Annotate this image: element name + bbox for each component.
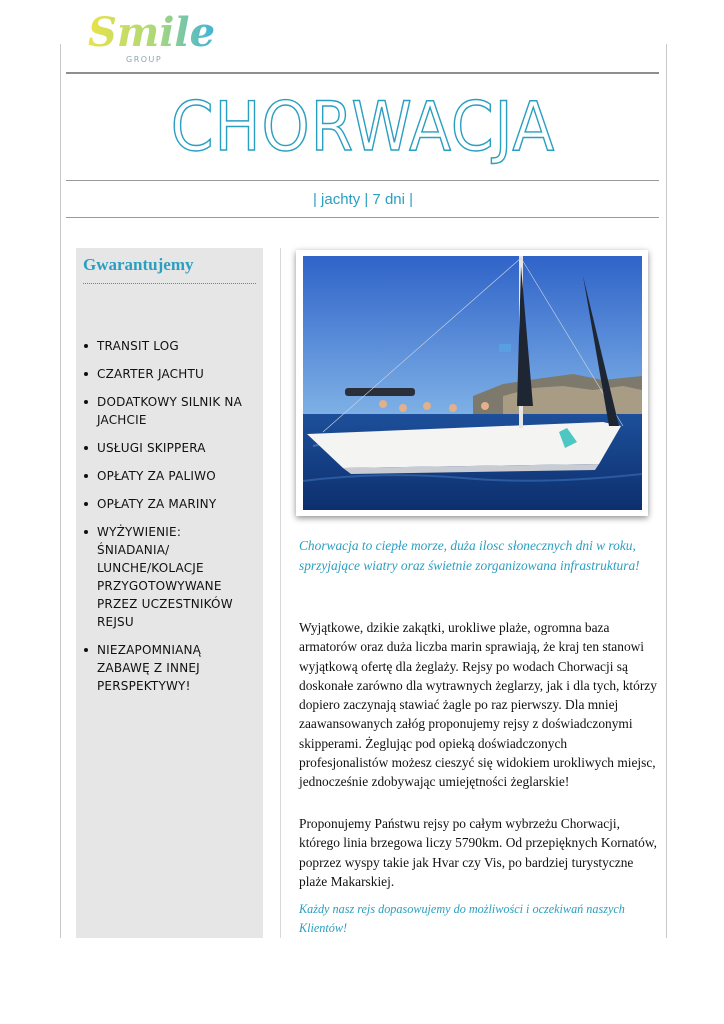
list-item: OPŁATY ZA PALIWO [82, 467, 254, 485]
svg-text:Smile: Smile [88, 9, 216, 56]
sidebar-heading: Gwarantujemy [83, 255, 194, 274]
list-item: CZARTER JACHTU [82, 365, 254, 383]
lead-paragraph: Chorwacja to ciepłe morze, duża ilosc słonecznych dni w roku, sprzyjające wiatry oraz świetnie zorganizowana infrastruktura! [299, 538, 640, 573]
closing-statement: Każdy nasz rejs dopasowujemy do możliwości i oczekiwań naszych Klientów! [299, 902, 625, 935]
left-frame-line [60, 44, 61, 938]
body-paragraph-2: Proponujemy Państwu rejsy po całym wybrzeżu Chorwacji, którego linia brzegowa liczy 5790km. Od przepięknych Kornatów, poprzez wyspy takie jak Hvar czy Vis, po bardziej turystyczne plaże Makarskiej. [299, 816, 657, 889]
header-top-rule [66, 72, 659, 74]
list-item: USŁUGI SKIPPERA [82, 439, 254, 457]
guarantee-list [82, 337, 254, 705]
sailing-yacht-photo [303, 256, 642, 510]
list-item: WYŻYWIENIE: ŚNIADANIA/ LUNCHE/KOLACJE PRZYGOTOWYWANE PRZEZ UCZESTNIKÓW REJSU [82, 523, 254, 631]
smile-group-logo [86, 4, 216, 66]
subtitle-bottom-rule [66, 217, 659, 218]
title-bottom-rule [66, 180, 659, 181]
svg-text:GROUP: GROUP [126, 55, 163, 64]
page-subtitle: | jachty | 7 dni | [312, 191, 414, 208]
list-item: OPŁATY ZA MARINY [82, 495, 254, 513]
list-item: TRANSIT LOG [82, 337, 254, 355]
sidebar-heading-rule [83, 283, 256, 284]
list-item: DODATKOWY SILNIK NA JACHCIE [82, 393, 254, 429]
right-frame-line [666, 44, 667, 938]
column-divider [280, 248, 281, 938]
list-item: NIEZAPOMNIANĄ ZABAWĘ Z INNEJ PERSPEKTYWY! [82, 641, 254, 695]
page-title: CHORWACJA [170, 88, 556, 167]
body-paragraph-1: Wyjątkowe, dzikie zakątki, urokliwe plaże, ogromna baza armatorów oraz duża liczba marin sprawiają, że kraj ten stanowi wyjątkową ofertę dla żeglaży. Rejsy po wodach Chorwacji są doskonałe zarówno dla wytrawnych żeglarzy, jak i dla tych, którzy dopiero zaczynają stawiać żagle po raz pierwszy. Dla mniej zaawansowanych załóg proponujemy rejsy z doświadczonymi skipperami. Żeglując pod opieką doświadczonych profesjonalistów możesz cieszyć się widokiem urokliwych miejsc, jednocześnie zdobywając umiejętności żeglarskie! [299, 620, 657, 790]
